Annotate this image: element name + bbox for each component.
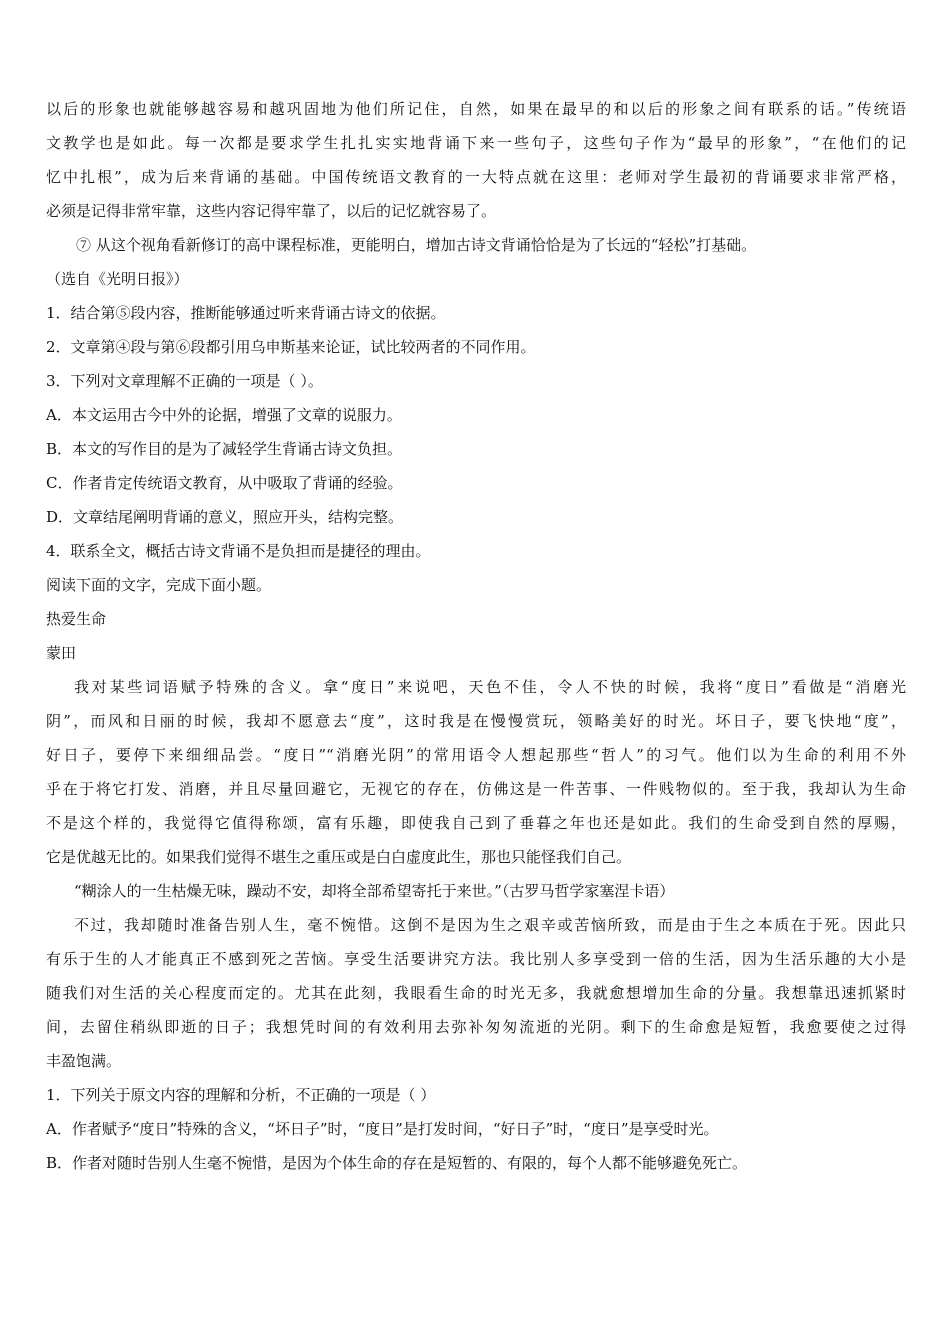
source-citation: （选自《光明日报》） xyxy=(46,270,189,288)
passage-2-para-1-line: 它是优越无比的。如果我们觉得不堪生之重压或是白白虚度此生，那也只能怪我们自己。 xyxy=(46,848,632,866)
question-1-option-a: A．作者赋予“度日”特殊的含义，“坏日子”时，“度日”是打发时间，“好日子”时，“度日”是享受时光。 xyxy=(46,1120,719,1138)
passage-1-line: 以后的形象也就能够越容易和越巩固地为他们所记住，自然，如果在最早的和以后的形象之间有联系的话。”传统语 xyxy=(46,100,906,118)
passage-1-line: 文教学也是如此。每一次都是要求学生扎扎实实地背诵下来一些句子，这些句子作为“最早的形象”，“在他们的记 xyxy=(46,134,906,152)
passage-1-line: 忆中扎根”，成为后来背诵的基础。中国传统语文教育的一大特点就在这里：老师对学生最初的背诵要求非常严格， xyxy=(46,168,906,186)
question-group-2 xyxy=(46,1078,906,1180)
question-1: 1．下列关于原文内容的理解和分析，不正确的一项是（ ） xyxy=(46,1086,436,1104)
reading-instruction: 阅读下面的文字，完成下面小题。 xyxy=(46,576,272,594)
question-3-option-b: B．本文的写作目的是为了减轻学生背诵古诗文负担。 xyxy=(46,440,403,458)
passage-2-para-1-line: 乎在于将它打发、消磨，并且尽量回避它，无视它的存在，仿佛这是一件苦事、一件贱物似的。至于我，我却认为生命 xyxy=(46,780,906,798)
passage-2 xyxy=(46,568,906,1078)
article-author: 蒙田 xyxy=(46,644,77,662)
seneca-quote: “糊涂人的一生枯燥无味，躁动不安，却将全部希望寄托于来世。”（古罗马哲学家塞涅卡语） xyxy=(74,882,675,900)
passage-2-para-2-line: 丰盈饱满。 xyxy=(46,1052,122,1070)
passage-1 xyxy=(46,92,906,296)
passage-2-para-1-line: 好日子，要停下来细细品尝。“度日”“消磨光阴”的常用语令人想起那些“哲人”的习气。他们以为生命的利用不外 xyxy=(46,746,906,764)
passage-2-para-2-line: 随我们对生活的关心程度而定的。尤其在此刻，我眼看生命的时光无多，我就愈想增加生命的分量。我想靠迅速抓紧时 xyxy=(46,984,906,1002)
passage-2-para-2-line: 不过，我却随时准备告别人生，毫不惋惜。这倒不是因为生之艰辛或苦恼所致，而是由于生之本质在于死。因此只 xyxy=(74,916,906,934)
passage-2-para-1-line: 不是这个样的，我觉得它值得称颂，富有乐趣，即使我自己到了垂暮之年也还是如此。我们的生命受到自然的厚赐， xyxy=(46,814,906,832)
passage-2-para-2-line: 有乐于生的人才能真正不感到死之苦恼。享受生活要讲究方法。我比别人多享受到一倍的生活，因为生活乐趣的大小是 xyxy=(46,950,906,968)
article-title: 热爱生命 xyxy=(46,610,107,628)
question-1: 1．结合第⑤段内容，推断能够通过听来背诵古诗文的依据。 xyxy=(46,304,446,322)
question-3-option-d: D．文章结尾阐明背诵的意义，照应开头，结构完整。 xyxy=(46,508,404,526)
passage-2-para-1-line: 阴”，而风和日丽的时候，我却不愿意去“度”，这时我是在慢慢赏玩，领略美好的时光。坏日子，要飞快地“度”， xyxy=(46,712,906,730)
question-4: 4．联系全文，概括古诗文背诵不是负担而是捷径的理由。 xyxy=(46,542,431,560)
question-3-option-a: A．本文运用古今中外的论据，增强了文章的说服力。 xyxy=(46,406,402,424)
question-1-option-b: B．作者对随时告别人生毫不惋惜，是因为个体生命的存在是短暂的、有限的，每个人都不能够避免死亡。 xyxy=(46,1154,748,1172)
passage-2-para-1-line: 我对某些词语赋予特殊的含义。拿“度日”来说吧，天色不佳，令人不快的时候，我将“度日”看做是“消磨光 xyxy=(74,678,906,696)
question-2: 2．文章第④段与第⑥段都引用乌申斯基来论证，试比较两者的不同作用。 xyxy=(46,338,536,356)
question-group-1 xyxy=(46,296,906,568)
paragraph-7: ⑦ 从这个视角看新修订的高中课程标准，更能明白，增加古诗文背诵恰恰是为了长远的“轻松”打基础。 xyxy=(76,236,757,254)
passage-2-para-2-line: 间，去留住稍纵即逝的日子；我想凭时间的有效利用去弥补匆匆流逝的光阴。剩下的生命愈是短暂，我愈要使之过得 xyxy=(46,1018,906,1036)
question-3-option-c: C．作者肯定传统语文教育，从中吸取了背诵的经验。 xyxy=(46,474,403,492)
passage-1-line: 必须是记得非常牢靠，这些内容记得牢靠了，以后的记忆就容易了。 xyxy=(46,202,497,220)
question-3: 3．下列对文章理解不正确的一项是（ ）。 xyxy=(46,372,323,390)
document-page xyxy=(46,92,906,1180)
